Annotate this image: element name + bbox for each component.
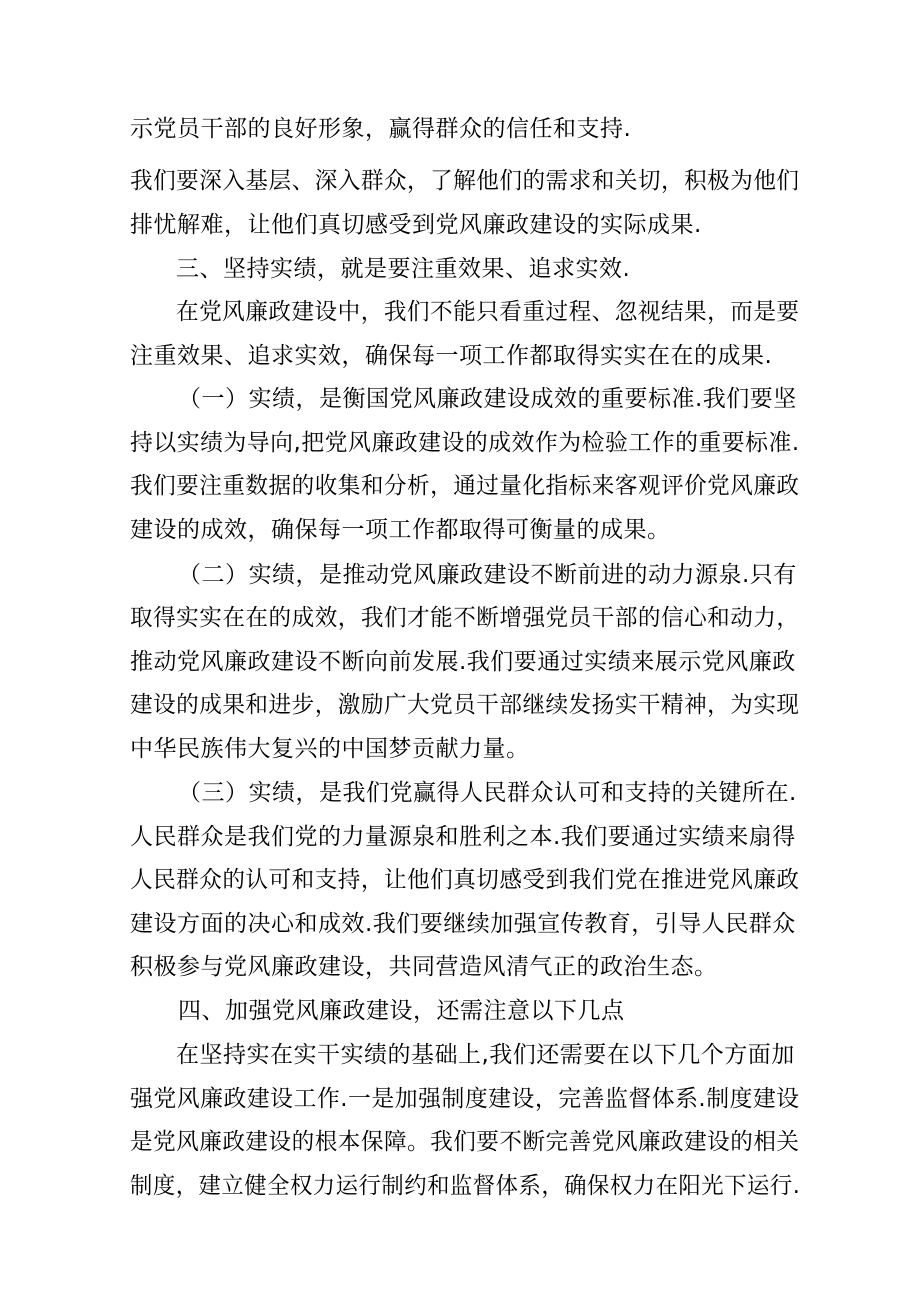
text-line-8: 持以实绩为导向,把党风廉政建设的成效作为检验工作的重要标准. bbox=[130, 430, 800, 456]
text-line-5: 在党风廉政建设中，我们不能只看重过程、忽视结果，而是要 bbox=[176, 299, 800, 325]
text-line-2: 我们要深入基层、深入群众，了解他们的需求和关切，积极为他们 bbox=[130, 168, 800, 194]
text-line-10: 建设的成效，确保每一项工作都取得可衡量的成果。 bbox=[130, 517, 671, 543]
text-line-19: 建设方面的决心和成效.我们要继续加强宣传教育，引导人民群众 bbox=[130, 911, 796, 937]
text-line-3: 排忧解难，让他们真切感受到党风廉政建设的实际成果. bbox=[130, 212, 702, 238]
text-line-15: 中华民族伟大复兴的中国梦贡献力量。 bbox=[130, 736, 530, 762]
text-line-16: （三）实绩，是我们党赢得人民群众认可和支持的关键所在. bbox=[178, 780, 797, 806]
text-line-25: 制度，建立健全权力运行制约和监督体系，确保权力在阳光下运行. bbox=[130, 1173, 801, 1199]
section-heading-4: 四、加强党风廉政建设，还需注意以下几点 bbox=[178, 998, 625, 1024]
text-line-17: 人民群众是我们党的力量源泉和胜利之本.我们要通过实绩来扇得 bbox=[130, 824, 796, 850]
section-heading-3: 三、坚持实绩，就是要注重效果、追求实效. bbox=[176, 256, 631, 282]
text-line-22: 在坚持实在实干实绩的基础上,我们还需要在以下几个方面加 bbox=[176, 1042, 795, 1068]
text-line-12: 取得实实在在的成效，我们才能不断增强党员干部的信心和动力， bbox=[130, 605, 800, 631]
text-line-20: 积极参与党风廉政建设，共同营造风清气正的政治生态。 bbox=[130, 954, 718, 980]
text-line-18: 人民群众的认可和支持，让他们真切感受到我们党在推进党风廉政 bbox=[130, 867, 800, 893]
text-line-7: （一）实绩，是衡国党风廉政建设成效的重要标准.我们要坚 bbox=[178, 386, 797, 412]
text-line-24: 是党风廉政建设的根本保障。我们要不断完善党风廉政建设的相关 bbox=[130, 1129, 800, 1155]
text-line-9: 我们要注重数据的收集和分析，通过量化指标来客观评价党风廉政 bbox=[130, 473, 800, 499]
text-line-11: （二）实绩，是推动党风廉政建设不断前进的动力源泉.只有 bbox=[178, 562, 797, 588]
text-line-6: 注重效果、追求实效，确保每一项工作都取得实实在在的成果. bbox=[130, 343, 773, 369]
text-line-14: 建设的成果和进步，激励广大党员干部继续发扬实干精神，为实现 bbox=[130, 692, 800, 718]
text-line-13: 推动党风廉政建设不断向前发展.我们要通过实绩来展示党风廉政 bbox=[130, 649, 796, 675]
text-line-1: 示党员干部的良好形象，赢得群众的信任和支持. bbox=[130, 116, 632, 142]
text-line-23: 强党风廉政建设工作.一是加强制度建设，完善监督体系.制度建设 bbox=[130, 1086, 800, 1112]
